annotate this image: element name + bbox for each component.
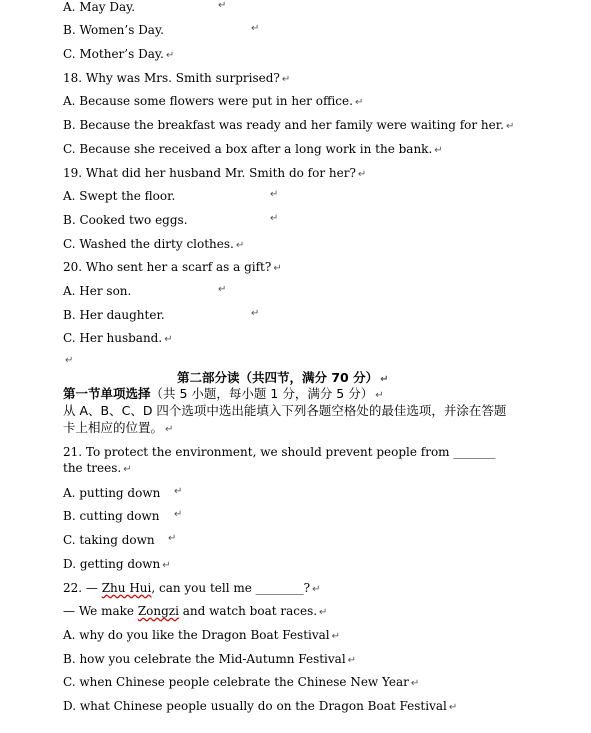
q20-question — [63, 260, 282, 276]
q21-question-line-1 — [63, 445, 495, 459]
paragraph-mark: ↵ — [410, 678, 420, 689]
q22-option-d — [63, 699, 457, 715]
q21-question-line-2 — [63, 461, 132, 477]
paragraph-mark: ↵ — [235, 240, 245, 251]
paragraph-mark: ↵ — [281, 74, 291, 85]
question-text: the trees. — [63, 461, 122, 475]
option-text: D. what Chinese people usually do on the Dragon Boat Festival — [63, 699, 447, 713]
option-text: D. getting down — [63, 557, 161, 571]
q19-option-b — [63, 213, 188, 227]
option-text: A. Because some flowers were put in her office. — [63, 94, 353, 108]
option-text: C. Her husband. — [63, 331, 163, 345]
paragraph-mark: ↵ — [65, 355, 74, 366]
q20-option-c — [63, 331, 173, 347]
instruction-text: 卡上相应的位置。 — [63, 420, 164, 435]
instruction-line-2 — [63, 421, 173, 437]
section-title — [177, 371, 389, 387]
paragraph-mark: ↵ — [251, 23, 260, 34]
paragraph-mark: ↵ — [347, 655, 357, 666]
option-text: C. Washed the dirty clothes. — [63, 237, 234, 251]
paragraph-mark: ↵ — [434, 145, 443, 156]
option-text: C. Mother’s Day. — [63, 47, 164, 61]
question-text: , can you tell me ________? — [151, 581, 311, 595]
q17-option-b — [63, 23, 164, 37]
option-text: C. Because she received a box after a long work in the bank. — [63, 142, 433, 156]
q22-option-c — [63, 675, 419, 691]
paragraph-mark: ↵ — [123, 464, 132, 475]
section-title-text: 第二部分读（共四节，满分 70 分） — [177, 370, 379, 385]
question-text: 22. — — [63, 581, 102, 595]
q20-option-a — [63, 284, 131, 298]
reply-text: — We make — [63, 604, 138, 618]
subsection-title — [63, 387, 384, 403]
paragraph-mark: ↵ — [174, 509, 183, 520]
paragraph-mark: ↵ — [162, 560, 171, 571]
paragraph-mark: ↵ — [357, 169, 367, 180]
question-text: 19. What did her husband Mr. Smith do for her? — [63, 166, 356, 180]
question-text: 21. To protect the environment, we should prevent people from _______ — [63, 445, 496, 459]
option-text: C. when Chinese people celebrate the Chinese New Year — [63, 675, 409, 689]
reply-text: and watch boat races. — [178, 604, 318, 618]
subsection-rest-text: （共 5 小题，每小题 1 分，满分 5 分） — [150, 386, 374, 401]
option-text: A. putting down — [63, 486, 161, 500]
question-text: 18. Why was Mrs. Smith surprised? — [63, 71, 280, 85]
option-text: A. Swept the floor. — [63, 189, 176, 203]
q22-reply — [63, 604, 327, 620]
paragraph-mark: ↵ — [251, 308, 260, 319]
paragraph-mark: ↵ — [312, 584, 321, 595]
option-text: A. why do you like the Dragon Boat Festival — [63, 628, 330, 642]
option-text: B. Women’s Day. — [63, 23, 164, 37]
spellcheck-word: Zhu Hui — [101, 581, 152, 595]
q18-option-b — [63, 118, 514, 134]
option-text: A. May Day. — [63, 0, 136, 14]
q18-question — [63, 71, 290, 87]
q21-option-b — [63, 509, 160, 523]
q22-question — [63, 581, 321, 597]
paragraph-mark: ↵ — [165, 424, 174, 435]
q18-option-c — [63, 142, 443, 158]
q17-option-a — [63, 0, 135, 14]
paragraph-mark: ↵ — [174, 486, 183, 497]
subsection-bold-text: 第一节单项选择 — [63, 386, 151, 401]
option-text: A. Her son. — [63, 284, 132, 298]
paragraph-mark: ↵ — [168, 533, 177, 544]
spellcheck-word: Zongzi — [137, 604, 179, 618]
instruction-line-1 — [63, 404, 506, 418]
paragraph-mark: ↵ — [164, 334, 173, 345]
q20-option-b — [63, 308, 165, 322]
paragraph-mark: ↵ — [448, 702, 458, 713]
question-text: 20. Who sent her a scarf as a gift? — [63, 260, 272, 274]
option-text: B. Cooked two eggs. — [63, 213, 188, 227]
paragraph-mark: ↵ — [273, 263, 282, 274]
q21-option-d — [63, 557, 171, 573]
instruction-text: 从 A、B、C、D 四个选项中选出能填入下列各题空格处的最佳选项，并涂在答题 — [63, 403, 507, 418]
q22-option-b — [63, 652, 356, 668]
paragraph-mark: ↵ — [505, 121, 515, 132]
paragraph-mark: ↵ — [270, 189, 279, 200]
paragraph-mark: ↵ — [331, 631, 341, 642]
paragraph-mark: ↵ — [218, 0, 227, 11]
paragraph-mark: ↵ — [165, 50, 175, 61]
q19-option-a — [63, 189, 175, 203]
q19-option-c — [63, 237, 244, 253]
option-text: B. how you celebrate the Mid-Autumn Festival — [63, 652, 346, 666]
option-text: B. Her daughter. — [63, 308, 165, 322]
paragraph-mark: ↵ — [380, 374, 389, 385]
q22-option-a — [63, 628, 340, 644]
paragraph-mark: ↵ — [375, 390, 384, 401]
paragraph-mark: ↵ — [270, 213, 279, 224]
q18-option-a — [63, 94, 363, 110]
q21-option-c — [63, 533, 155, 547]
paragraph-mark: ↵ — [218, 284, 227, 295]
option-text: B. cutting down — [63, 509, 160, 523]
option-text: B. Because the breakfast was ready and her family were waiting for her. — [63, 118, 504, 132]
q19-question — [63, 166, 366, 182]
paragraph-mark: ↵ — [319, 607, 328, 618]
option-text: C. taking down — [63, 533, 155, 547]
q17-option-c — [63, 47, 174, 63]
paragraph-mark: ↵ — [354, 97, 364, 108]
q21-option-a — [63, 486, 160, 500]
